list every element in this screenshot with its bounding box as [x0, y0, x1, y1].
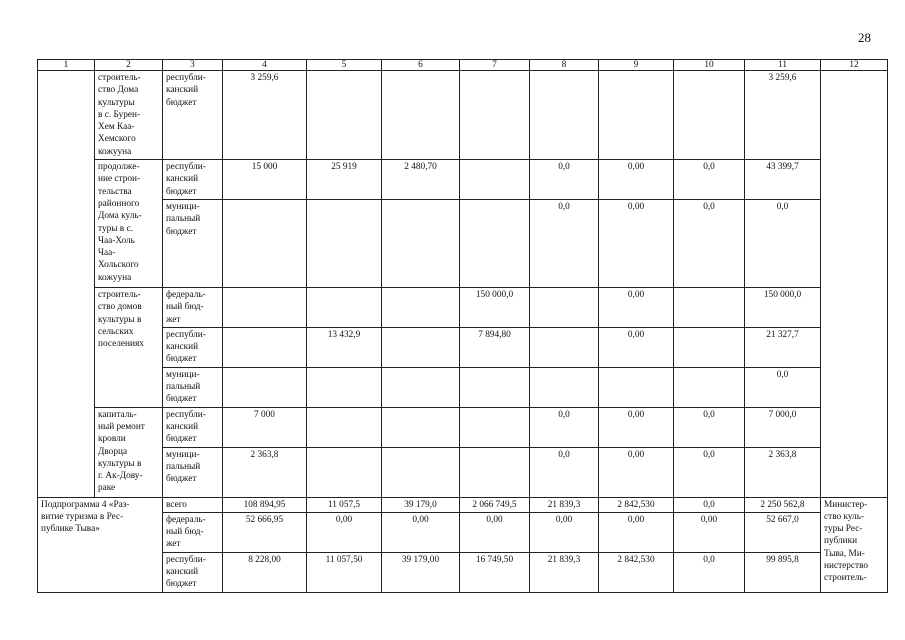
- value-cell: [530, 71, 599, 160]
- value-cell: 13 432,9: [307, 327, 382, 367]
- value-cell: 21 839,3: [530, 552, 599, 592]
- value-cell: [460, 367, 530, 407]
- value-cell: 0,00: [599, 287, 674, 327]
- table-row: [38, 407, 888, 447]
- value-cell: [382, 71, 460, 160]
- total-cell: 52 667,0: [745, 512, 821, 552]
- value-cell: 0,0: [530, 407, 599, 447]
- budget-source-cell: муници- пальный бюджет: [163, 447, 223, 497]
- value-cell: [530, 367, 599, 407]
- value-cell: 2 066 749,5: [460, 497, 530, 512]
- total-cell: 2 250 562,8: [745, 497, 821, 512]
- value-cell: 39 179,00: [382, 552, 460, 592]
- value-cell: 150 000,0: [460, 287, 530, 327]
- table-row: [38, 367, 888, 407]
- measure-name-cell: строитель- ство Дома культуры в с. Бурен- Хем Каа- Хемского кожууна: [95, 71, 163, 160]
- value-cell: 2 842,530: [599, 497, 674, 512]
- value-cell: 0,00: [599, 199, 674, 287]
- value-cell: 0,00: [599, 327, 674, 367]
- value-cell: [530, 287, 599, 327]
- header-cell: 7: [460, 60, 530, 71]
- header-cell: 10: [674, 60, 745, 71]
- table-row: [38, 447, 888, 497]
- header-row: [38, 60, 888, 71]
- header-cell: 6: [382, 60, 460, 71]
- value-cell: 15 000: [223, 160, 307, 200]
- header-cell: 9: [599, 60, 674, 71]
- value-cell: 0,0: [674, 199, 745, 287]
- value-cell: [307, 71, 382, 160]
- table-row: [38, 287, 888, 327]
- header-cell: 5: [307, 60, 382, 71]
- table-row: [38, 71, 888, 160]
- header-cell: 4: [223, 60, 307, 71]
- header-cell: 11: [745, 60, 821, 71]
- responsible-cell: [821, 71, 888, 498]
- value-cell: 11 057,50: [307, 552, 382, 592]
- value-cell: [674, 71, 745, 160]
- value-cell: [674, 327, 745, 367]
- budget-source-cell: республи- канский бюджет: [163, 160, 223, 200]
- value-cell: [460, 71, 530, 160]
- value-cell: 0,00: [530, 512, 599, 552]
- budget-source-cell: федераль- ный бюд- жет: [163, 512, 223, 552]
- measure-name-cell: продолже- ние строи- тельства районного Дома куль- туры в с. Чаа-Холь Чаа- Хольского кожууна: [95, 160, 163, 288]
- value-cell: [460, 199, 530, 287]
- value-cell: [307, 199, 382, 287]
- budget-source-cell: республи- канский бюджет: [163, 407, 223, 447]
- header-cell: 12: [821, 60, 888, 71]
- header-cell: 2: [95, 60, 163, 71]
- value-cell: [223, 327, 307, 367]
- total-cell: 21 327,7: [745, 327, 821, 367]
- value-cell: 0,0: [674, 407, 745, 447]
- value-cell: 0,0: [674, 160, 745, 200]
- value-cell: 0,0: [674, 552, 745, 592]
- budget-source-cell: федераль- ный бюд- жет: [163, 287, 223, 327]
- table-row: [38, 497, 888, 512]
- header-cell: 8: [530, 60, 599, 71]
- table-row: [38, 199, 888, 287]
- value-cell: 52 666,95: [223, 512, 307, 552]
- table-row: [38, 160, 888, 200]
- value-cell: 0,0: [530, 160, 599, 200]
- total-cell: 150 000,0: [745, 287, 821, 327]
- empty-cell: [38, 71, 95, 498]
- value-cell: 0,00: [599, 447, 674, 497]
- budget-source-cell: муници- пальный бюджет: [163, 199, 223, 287]
- table-row: [38, 512, 888, 552]
- value-cell: 2 480,70: [382, 160, 460, 200]
- value-cell: [599, 367, 674, 407]
- value-cell: 0,0: [674, 497, 745, 512]
- value-cell: 16 749,50: [460, 552, 530, 592]
- value-cell: 3 259,6: [223, 71, 307, 160]
- value-cell: [223, 199, 307, 287]
- value-cell: [382, 327, 460, 367]
- table-row: [38, 552, 888, 592]
- value-cell: [460, 160, 530, 200]
- value-cell: [460, 447, 530, 497]
- budget-source-cell: республи- канский бюджет: [163, 327, 223, 367]
- value-cell: [674, 287, 745, 327]
- value-cell: 11 057,5: [307, 497, 382, 512]
- value-cell: 0,00: [307, 512, 382, 552]
- value-cell: [382, 447, 460, 497]
- value-cell: 0,00: [674, 512, 745, 552]
- page-number: 28: [858, 30, 871, 45]
- budget-source-cell: республи- канский бюджет: [163, 552, 223, 592]
- value-cell: 0,0: [674, 447, 745, 497]
- value-cell: 7 894,80: [460, 327, 530, 367]
- value-cell: 8 228,00: [223, 552, 307, 592]
- value-cell: [307, 407, 382, 447]
- budget-source-cell: муници- пальный бюджет: [163, 367, 223, 407]
- value-cell: [307, 447, 382, 497]
- table-row: [38, 327, 888, 367]
- value-cell: 0,00: [599, 160, 674, 200]
- total-cell: 2 363,8: [745, 447, 821, 497]
- value-cell: [674, 367, 745, 407]
- total-cell: 0,0: [745, 367, 821, 407]
- value-cell: 0,00: [599, 407, 674, 447]
- budget-table: [37, 59, 888, 593]
- value-cell: [382, 407, 460, 447]
- value-cell: 7 000: [223, 407, 307, 447]
- value-cell: 0,00: [382, 512, 460, 552]
- value-cell: 2 842,530: [599, 552, 674, 592]
- header-cell: 1: [38, 60, 95, 71]
- subprogram-name-cell: Подпрограмма 4 «Раз- витие туризма в Рес- публике Тыва»: [38, 497, 163, 592]
- budget-source-cell: республи- канский бюджет: [163, 71, 223, 160]
- value-cell: 39 179,0: [382, 497, 460, 512]
- value-cell: 2 363,8: [223, 447, 307, 497]
- value-cell: [307, 287, 382, 327]
- total-cell: 3 259,6: [745, 71, 821, 160]
- value-cell: [307, 367, 382, 407]
- value-cell: [599, 71, 674, 160]
- value-cell: [530, 327, 599, 367]
- responsible-executor-cell: Министер- ство куль- туры Рес- публики Тыва, Ми- нистерство строитель-: [821, 497, 888, 592]
- measure-name-cell: строитель- ство домов культуры в сельских поселениях: [95, 287, 163, 407]
- value-cell: 0,00: [460, 512, 530, 552]
- total-cell: 0,0: [745, 199, 821, 287]
- value-cell: 25 919: [307, 160, 382, 200]
- value-cell: [223, 367, 307, 407]
- total-cell: 43 399,7: [745, 160, 821, 200]
- value-cell: [460, 407, 530, 447]
- total-cell: 99 895,8: [745, 552, 821, 592]
- value-cell: 0,00: [599, 512, 674, 552]
- measure-name-cell: капиталь- ный ремонт кровли Дворца культуры в г. Ак-Дову- раке: [95, 407, 163, 497]
- value-cell: 0,0: [530, 447, 599, 497]
- value-cell: [382, 367, 460, 407]
- value-cell: 108 894,95: [223, 497, 307, 512]
- value-cell: [223, 287, 307, 327]
- value-cell: 21 839,3: [530, 497, 599, 512]
- budget-source-cell: всего: [163, 497, 223, 512]
- value-cell: [382, 199, 460, 287]
- total-cell: 7 000,0: [745, 407, 821, 447]
- value-cell: 0,0: [530, 199, 599, 287]
- header-cell: 3: [163, 60, 223, 71]
- value-cell: [382, 287, 460, 327]
